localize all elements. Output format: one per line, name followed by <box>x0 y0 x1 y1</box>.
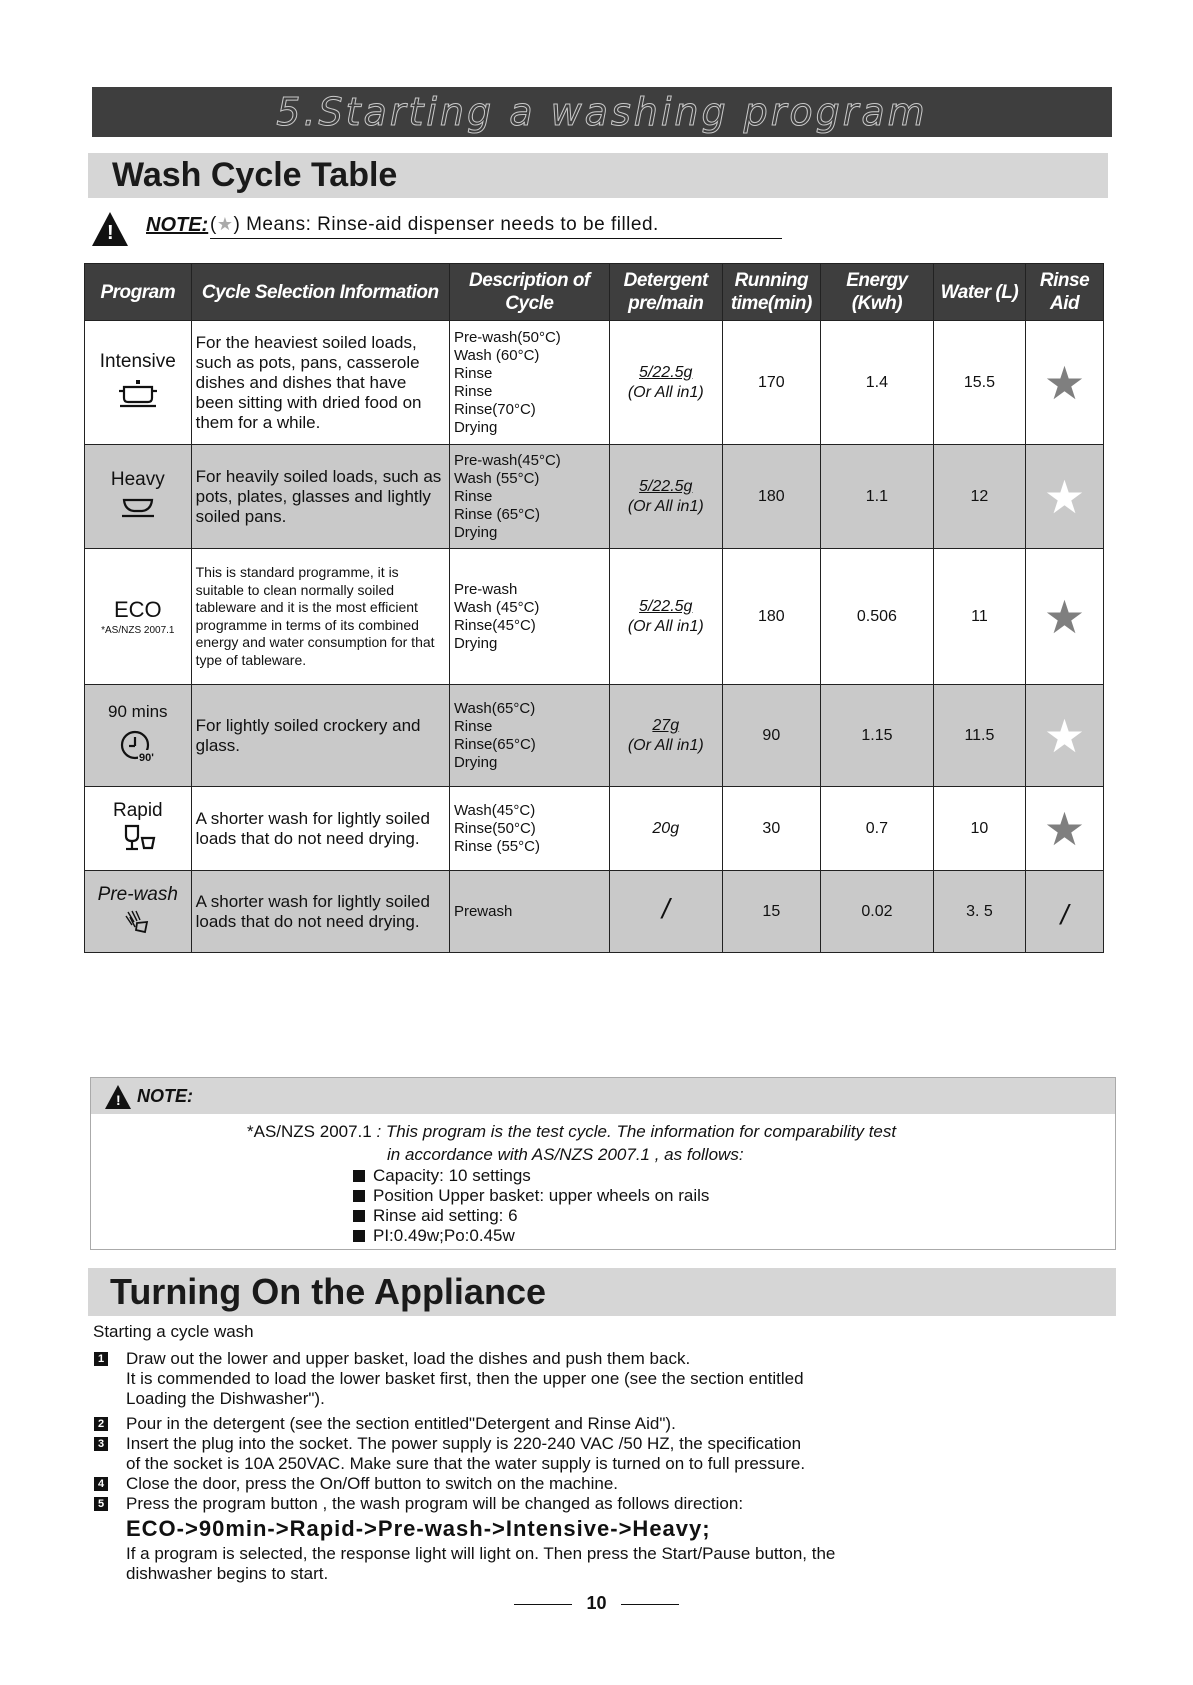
program-name: 90 mins <box>108 701 168 721</box>
note-bullet: Position Upper basket: upper wheels on rails <box>353 1186 709 1206</box>
note-label: NOTE: <box>146 214 209 236</box>
water-value: 11.5 <box>933 685 1025 787</box>
table-row <box>85 787 1104 871</box>
step-5-text: Press the program button , the wash program will be changed as follows direction: <box>126 1494 744 1513</box>
clock-90-icon <box>118 728 158 764</box>
cycle-info: For the heaviest soiled loads, such as pots, pans, casserole dishes and dishes that have been sitting with dried food on them for a while. <box>191 321 449 445</box>
header-rinse-aid: Rinse Aid <box>1026 264 1104 321</box>
program-cell <box>85 871 192 953</box>
note-bullet: Rinse aid setting: 6 <box>353 1206 518 1226</box>
detergent-cell: / <box>609 871 722 953</box>
header-program: Program <box>85 264 192 321</box>
running-time: 180 <box>722 549 820 685</box>
program-cell <box>85 685 192 787</box>
step-3-text: Insert the plug into the socket. The power supply is 220-240 VAC /50 HZ, the specification of the socket is 10A 250VAC. Make sure that the water supply is turned on to full pressure. <box>126 1434 806 1473</box>
running-time: 180 <box>722 445 820 549</box>
cycle-description: Wash(45°C) Rinse(50°C) Rinse (55°C) <box>449 787 609 871</box>
program-name: Rapid <box>112 799 163 821</box>
glass-cup-icon <box>118 824 158 852</box>
detergent-cell: 20g <box>609 787 722 871</box>
test-cycle-note-box <box>90 1077 1116 1250</box>
program-name: Pre-wash <box>97 883 178 905</box>
program-name: Intensive <box>99 350 176 372</box>
wash-cycle-table <box>84 263 1104 953</box>
bowl-icon <box>118 497 158 519</box>
program-sequence: ECO->90min->Rapid->Pre-wash->Intensive->Heavy; <box>126 1516 711 1541</box>
step-number-badge: 5 <box>94 1497 108 1511</box>
water-value: 10 <box>933 787 1025 871</box>
warning-icon <box>105 1085 131 1109</box>
warning-icon <box>92 212 128 246</box>
header-running-time: Running time(min) <box>722 264 820 321</box>
detergent-cell: 5/22.5g (Or All in1) <box>609 549 722 685</box>
cycle-description: Wash(65°C) Rinse Rinse(65°C) Drying <box>449 685 609 787</box>
running-time: 170 <box>722 321 820 445</box>
detergent-cell: 27g (Or All in1) <box>609 685 722 787</box>
cycle-info: For heavily soiled loads, such as pots, plates, glasses and lightly soiled pans. <box>191 445 449 549</box>
rinse-aid-star-icon: ★ <box>1026 445 1104 549</box>
water-value: 3. 5 <box>933 871 1025 953</box>
step-number-badge: 1 <box>94 1352 108 1366</box>
energy-value: 1.1 <box>821 445 934 549</box>
energy-value: 0.506 <box>821 549 934 685</box>
section-header-wash-cycle-table: Wash Cycle Table <box>88 153 1108 198</box>
note-bullet: PI:0.49w;Po:0.45w <box>353 1226 515 1246</box>
water-value: 15.5 <box>933 321 1025 445</box>
note-line-1: *AS/NZS 2007.1 : This program is the test cycle. The information for comparability test <box>247 1122 897 1141</box>
rinse-aid-star-icon: ★ <box>1026 787 1104 871</box>
pot-icon <box>116 379 160 409</box>
header-detergent: Detergent pre/main <box>609 264 722 321</box>
table-row <box>85 321 1104 445</box>
water-value: 11 <box>933 549 1025 685</box>
page-number: 10 <box>586 1593 607 1613</box>
rinse-aid-note <box>92 210 792 250</box>
water-value: 12 <box>933 445 1025 549</box>
step-number-badge: 4 <box>94 1477 108 1491</box>
step-1-text: Draw out the lower and upper basket, load the dishes and push them back. It is commended to load the lower basket first, then the upper one (see the section entitled Loading the Dishwasher"). <box>126 1349 804 1408</box>
svg-text:90': 90' <box>138 751 154 764</box>
header-cycle-info: Cycle Selection Information <box>191 264 449 321</box>
program-cell <box>85 445 192 549</box>
step-number-badge: 3 <box>94 1437 108 1451</box>
energy-value: 1.15 <box>821 685 934 787</box>
header-water: Water (L) <box>933 264 1025 321</box>
table-row <box>85 871 1104 953</box>
detergent-cell: 5/22.5g (Or All in1) <box>609 321 722 445</box>
cycle-description: Pre-wash Wash (45°C) Rinse(45°C) Drying <box>449 549 609 685</box>
program-cell <box>85 321 192 445</box>
cycle-info: This is standard programme, it is suitable to clean normally soiled tableware and it is the most efficient programme in terms of its combined energy and water consumption for that type of tableware. <box>191 549 449 685</box>
program-cell <box>85 787 192 871</box>
table-row <box>85 685 1104 787</box>
header-description: Description of Cycle <box>449 264 609 321</box>
note-bullet: Capacity: 10 settings <box>353 1166 531 1186</box>
cycle-description: Pre-wash(45°C) Wash (55°C) Rinse Rinse (65°C) Drying <box>449 445 609 549</box>
rinse-aid-none: / <box>1026 871 1104 953</box>
program-name: ECO <box>113 597 162 622</box>
cycle-info: A shorter wash for lightly soiled loads that do not need drying. <box>191 871 449 953</box>
page-footer <box>0 1593 1193 1614</box>
table-header-row <box>85 264 1104 321</box>
running-time: 90 <box>722 685 820 787</box>
note-line-2: in accordance with AS/NZS 2007.1 , as follows: <box>387 1145 744 1164</box>
running-time: 15 <box>722 871 820 953</box>
rinse-aid-star-icon: ★ <box>1026 321 1104 445</box>
step-4-text: Close the door, press the On/Off button to switch on the machine. <box>126 1474 619 1493</box>
cycle-info: For lightly soiled crockery and glass. <box>191 685 449 787</box>
step-2-text: Pour in the detergent (see the section entitled"Detergent and Rinse Aid"). <box>126 1414 676 1433</box>
cycle-description: Pre-wash(50°C) Wash (60°C) Rinse Rinse Rinse(70°C) Drying <box>449 321 609 445</box>
table-row <box>85 549 1104 685</box>
prewash-spray-icon <box>120 908 156 934</box>
energy-value: 0.7 <box>821 787 934 871</box>
table-row <box>85 445 1104 549</box>
note-label: NOTE: <box>137 1086 193 1106</box>
running-time: 30 <box>722 787 820 871</box>
program-name: Heavy <box>110 468 165 490</box>
detergent-cell: 5/22.5g (Or All in1) <box>609 445 722 549</box>
note-header <box>91 1078 1115 1114</box>
energy-value: 1.4 <box>821 321 934 445</box>
header-energy: Energy (Kwh) <box>821 264 934 321</box>
cycle-info: A shorter wash for lightly soiled loads that do not need drying. <box>191 787 449 871</box>
program-standard-note: *AS/NZS 2007.1 <box>101 625 175 636</box>
section-header-turning-on: Turning On the Appliance <box>88 1268 1116 1316</box>
star-icon: ★ <box>216 214 234 234</box>
energy-value: 0.02 <box>821 871 934 953</box>
rinse-aid-star-icon: ★ <box>1026 685 1104 787</box>
chapter-banner: 5.Starting a washing program <box>92 87 1112 137</box>
note-text: (★) Means: Rinse-aid dispenser needs to be filled. <box>210 214 782 239</box>
steps-intro: Starting a cycle wash <box>93 1322 254 1341</box>
cycle-description: Prewash <box>449 871 609 953</box>
closing-text: If a program is selected, the response light will light on. Then press the Start/Pause button, the dishwasher begins to start. <box>126 1544 836 1583</box>
rinse-aid-star-icon: ★ <box>1026 549 1104 685</box>
program-cell <box>85 549 192 685</box>
step-number-badge: 2 <box>94 1417 108 1431</box>
